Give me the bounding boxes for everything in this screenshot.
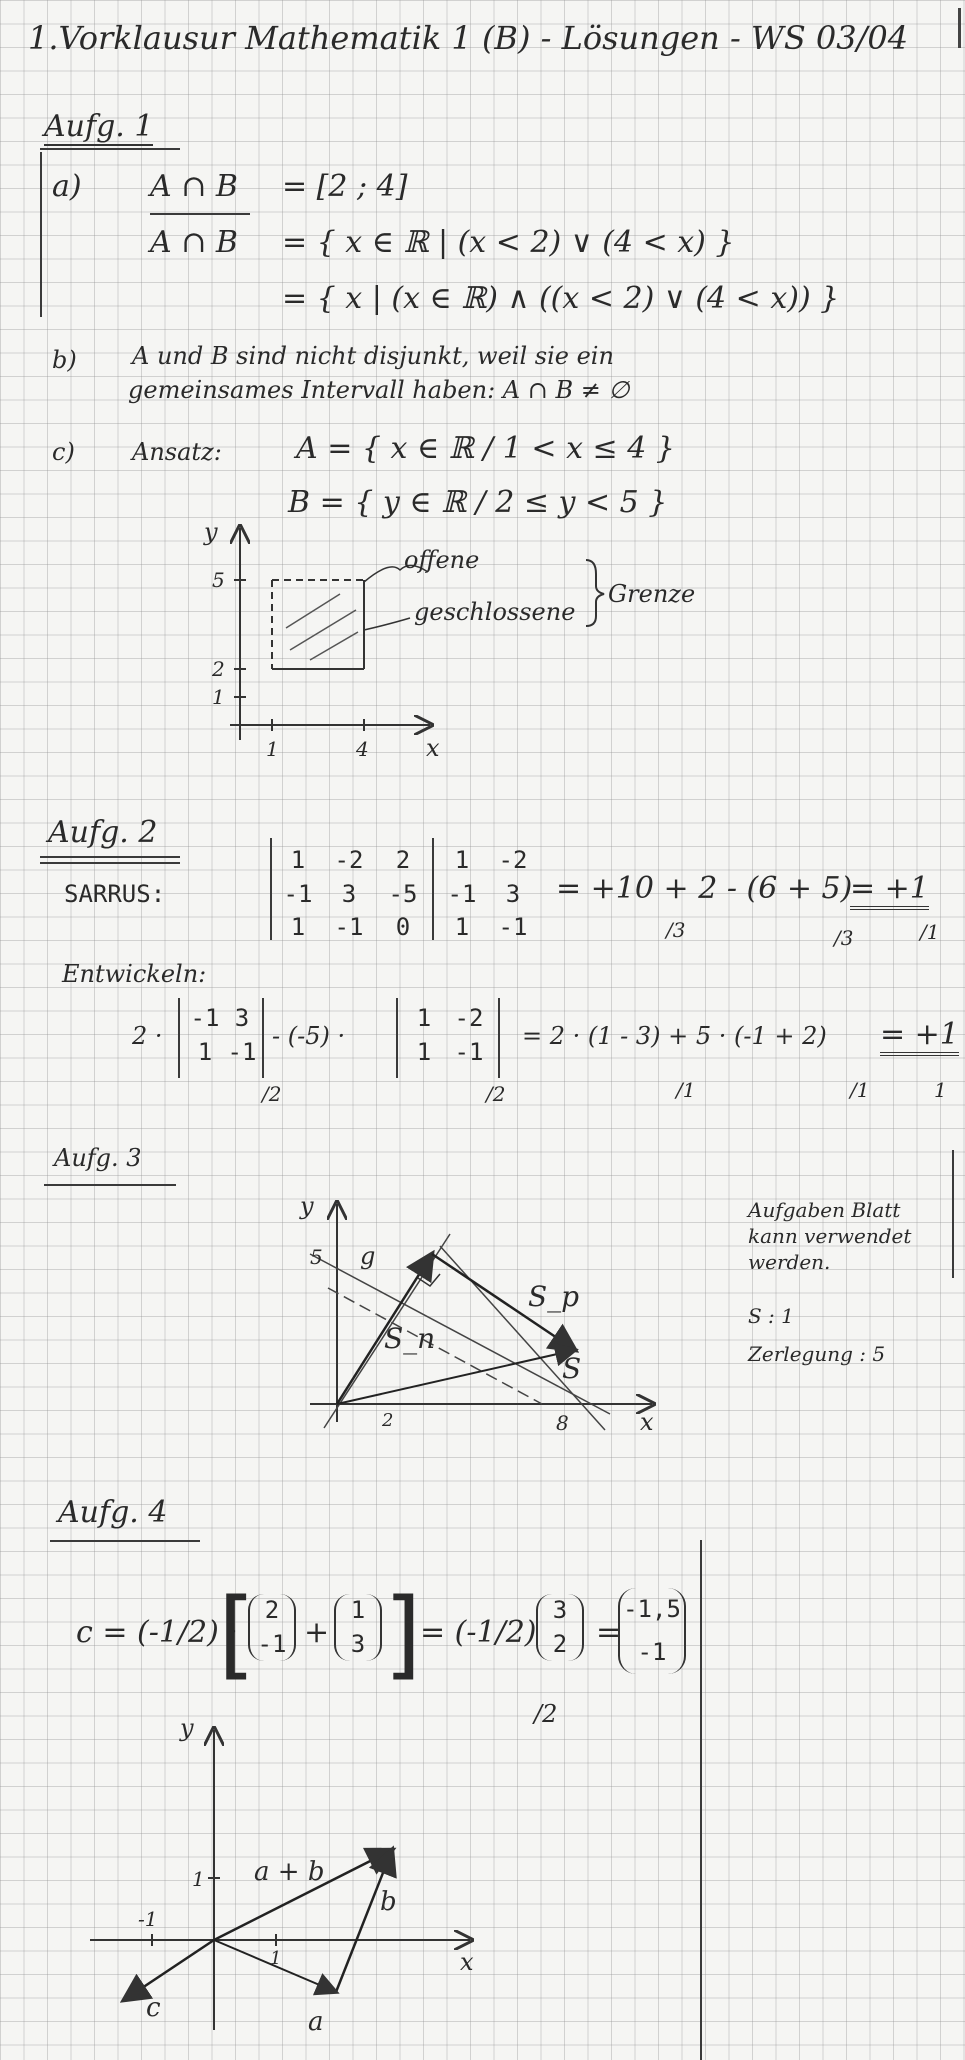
score: /2 (262, 1082, 282, 1106)
det-cell: -1 (454, 1037, 484, 1066)
det-col3 (380, 844, 426, 945)
det-cell: 1 (454, 846, 470, 874)
vector-cell: -1,5 (623, 1595, 681, 1623)
vector-a-plus-b-label: a + b (254, 1857, 325, 1887)
task4-vector-plot (80, 1714, 500, 2040)
minor1-bar-right (262, 998, 264, 1078)
det-cell: 1 (290, 846, 306, 874)
task1-set-a: A = { x ∈ ℝ / 1 < x ≤ 4 } (296, 431, 675, 466)
det-cell: 3 (341, 879, 357, 908)
tick-label-x4: 4 (356, 737, 369, 761)
task1-a-line1-rhs: = [2 ; 4] (282, 169, 408, 204)
vector-cell: 2 (552, 1629, 568, 1658)
det-cell: -1 (190, 1004, 220, 1032)
task3-vector-plot (280, 1190, 680, 1450)
minor1-bar-left (178, 998, 180, 1078)
score: /1 (920, 920, 940, 944)
det-cell: 2 (395, 846, 411, 874)
det-cell: 3 (234, 1004, 250, 1032)
bracket-close: ] (384, 1578, 422, 1690)
det-cell: -2 (334, 846, 364, 874)
task3-heading: Aufg. 3 (54, 1144, 142, 1172)
x-axis-label: x (460, 1948, 474, 1976)
det-cell: 1 (416, 1037, 432, 1066)
ent-final: = +1 (880, 1020, 959, 1056)
note-line1: Aufgaben Blatt (748, 1198, 901, 1222)
score: /1 (850, 1078, 870, 1102)
heading-underline (44, 1184, 176, 1186)
formula-eq: = (596, 1615, 622, 1650)
note-line2: kann verwendet (748, 1224, 912, 1248)
line-ext (440, 1246, 605, 1430)
vector4 (618, 1588, 686, 1674)
det-cell: -2 (454, 1004, 484, 1032)
minor2-bar-left (396, 998, 398, 1078)
vector-cell: 1 (350, 1596, 366, 1624)
vector-cell: -1 (257, 1629, 287, 1658)
tick-label-x2: 2 (382, 1410, 394, 1431)
score: /3 (834, 926, 854, 950)
page-title: 1.Vorklausur Mathematik 1 (B) - Lösungen - WS 03/04 (28, 19, 909, 57)
score: /2 (486, 1082, 506, 1106)
label-open: offene (404, 546, 480, 574)
tick-label-y1: 1 (212, 685, 225, 709)
score: /2 (534, 1700, 558, 1728)
task1-set-b: B = { y ∈ ℝ / 2 ≤ y < 5 } (288, 485, 668, 520)
hatch (290, 610, 356, 650)
task1-a-line3-rhs: = { x | (x ∈ ℝ) ∧ ((x < 2) ∨ (4 < x)) } (282, 281, 840, 316)
score-zerlegung: Zerlegung : 5 (748, 1342, 886, 1366)
task1-a-line2-rhs: = { x ∈ ℝ | (x < 2) ∨ (4 < x) } (282, 225, 735, 260)
det-cell: -1 (334, 913, 364, 942)
line-g-label: g (360, 1242, 376, 1270)
det-bar-right (432, 838, 434, 940)
task1-region-plot (190, 520, 710, 770)
det-cell: -5 (388, 879, 418, 908)
det-cell: -2 (498, 846, 528, 874)
ent-factor1: 2 · (132, 1022, 163, 1050)
score: /3 (666, 918, 686, 942)
minor2-bar-right (498, 998, 500, 1078)
det-cell: 0 (395, 913, 411, 942)
score: 1 (934, 1078, 947, 1102)
sarrus-result: = +10 + 2 - (6 + 5) (556, 871, 853, 906)
heading-underline (40, 856, 180, 858)
task4-heading: Aufg. 4 (58, 1495, 168, 1530)
minor1-col1 (186, 1002, 224, 1069)
task1-b-label: b) (52, 346, 77, 374)
formula-lhs: c = (-1/2) · (76, 1615, 238, 1650)
tick-label-y5: 5 (212, 568, 225, 592)
line-g (310, 1254, 610, 1414)
right-angle-mark (418, 1274, 440, 1286)
vector-cell: -1 (637, 1638, 667, 1667)
vector-c-label: c (146, 1993, 161, 2023)
det-cell: 1 (454, 913, 470, 942)
det-col4 (442, 844, 482, 945)
hatch (310, 632, 358, 660)
section-right-border (700, 1540, 702, 2060)
task1-c-label: c) (52, 438, 75, 466)
label-closed: geschlossene (414, 598, 576, 626)
det-cell: -1 (447, 879, 477, 908)
task1-margin-line (40, 152, 42, 317)
det-cell: 1 (290, 913, 306, 942)
vector-s-label: S (562, 1352, 582, 1385)
vector-b-label: b (380, 1887, 397, 1917)
pointer-closed (364, 618, 410, 630)
det-cell: 1 (197, 1037, 213, 1066)
task1-b-line1: A und B sind nicht disjunkt, weil sie ein (132, 342, 614, 370)
ent-factor2: - (-5) · (272, 1022, 346, 1050)
det-cell: 3 (505, 879, 521, 908)
ent-result: = 2 · (1 - 3) + 5 · (-1 + 2) (522, 1022, 827, 1050)
minor2-col1 (404, 1002, 444, 1069)
formula-mid: = (-1/2) (420, 1615, 537, 1650)
heading-underline (50, 1540, 200, 1542)
vector-cell: 3 (552, 1596, 568, 1624)
det-cell: -1 (227, 1037, 257, 1066)
margin-line (958, 8, 961, 48)
tick-label-x1: 1 (266, 737, 279, 761)
x-axis-label: x (426, 734, 440, 762)
note-margin-line (952, 1150, 954, 1278)
task1-a-line2-lhs: A ∩ B (150, 225, 238, 260)
label-boundary: Grenze (608, 580, 696, 608)
vector-cell: 3 (350, 1629, 366, 1658)
vector-sn-label: S_n (384, 1322, 436, 1355)
tick-label-y1: 1 (192, 1867, 205, 1891)
note-line3: werden. (748, 1250, 831, 1274)
bracket-open: [ (218, 1578, 256, 1690)
y-axis-label: y (180, 1714, 194, 1742)
det-cell: -1 (498, 913, 528, 942)
det-bar-left (270, 838, 272, 940)
det-cell: 1 (416, 1004, 432, 1032)
vector-a-label: a (308, 2007, 324, 2037)
minor2-col2 (446, 1002, 492, 1069)
vector-sp-label: S_p (528, 1280, 580, 1313)
y-axis-label: y (204, 518, 218, 546)
task1-a-label: a) (52, 169, 82, 204)
sarrus-label: SARRUS: (64, 880, 166, 908)
task1-c-ansatz: Ansatz: (132, 438, 222, 466)
vector-b (336, 1850, 392, 1992)
task1-b-line2: gemeinsames Intervall haben: A ∩ B ≠ ∅ (128, 376, 630, 404)
x-axis-label: x (640, 1408, 654, 1436)
tick-label-x1: 1 (270, 1948, 282, 1969)
brace (586, 560, 604, 626)
complement-bar (150, 213, 250, 215)
vector-cell: 2 (264, 1596, 280, 1624)
det-col5 (490, 844, 536, 945)
task2-heading: Aufg. 2 (48, 815, 158, 850)
vector1 (248, 1594, 296, 1661)
hatch (286, 594, 340, 628)
minor1-col2 (224, 1002, 260, 1069)
vector2 (334, 1594, 382, 1661)
task1-a-line1-lhs: A ∩ B (150, 169, 238, 204)
tick-label-xm1: -1 (138, 1907, 158, 1931)
entwickeln-label: Entwickeln: (62, 960, 207, 988)
det-col1 (278, 844, 318, 945)
sarrus-final: = +1 (850, 874, 929, 910)
score: /1 (676, 1078, 696, 1102)
tick-label-y2: 2 (212, 657, 225, 681)
det-cell: -1 (283, 879, 313, 908)
score-s: S : 1 (748, 1304, 794, 1328)
vector3 (536, 1594, 584, 1661)
y-axis-label: y (300, 1192, 314, 1220)
plus-sign: + (304, 1615, 330, 1650)
task1-heading: Aufg. 1 (44, 109, 154, 144)
heading-underline (40, 862, 180, 864)
tick-label-y5: 5 (310, 1245, 323, 1269)
det-col2 (326, 844, 372, 945)
heading-underline (40, 148, 180, 150)
vector-c (124, 1940, 214, 2000)
tick-label-x8: 8 (556, 1411, 569, 1435)
